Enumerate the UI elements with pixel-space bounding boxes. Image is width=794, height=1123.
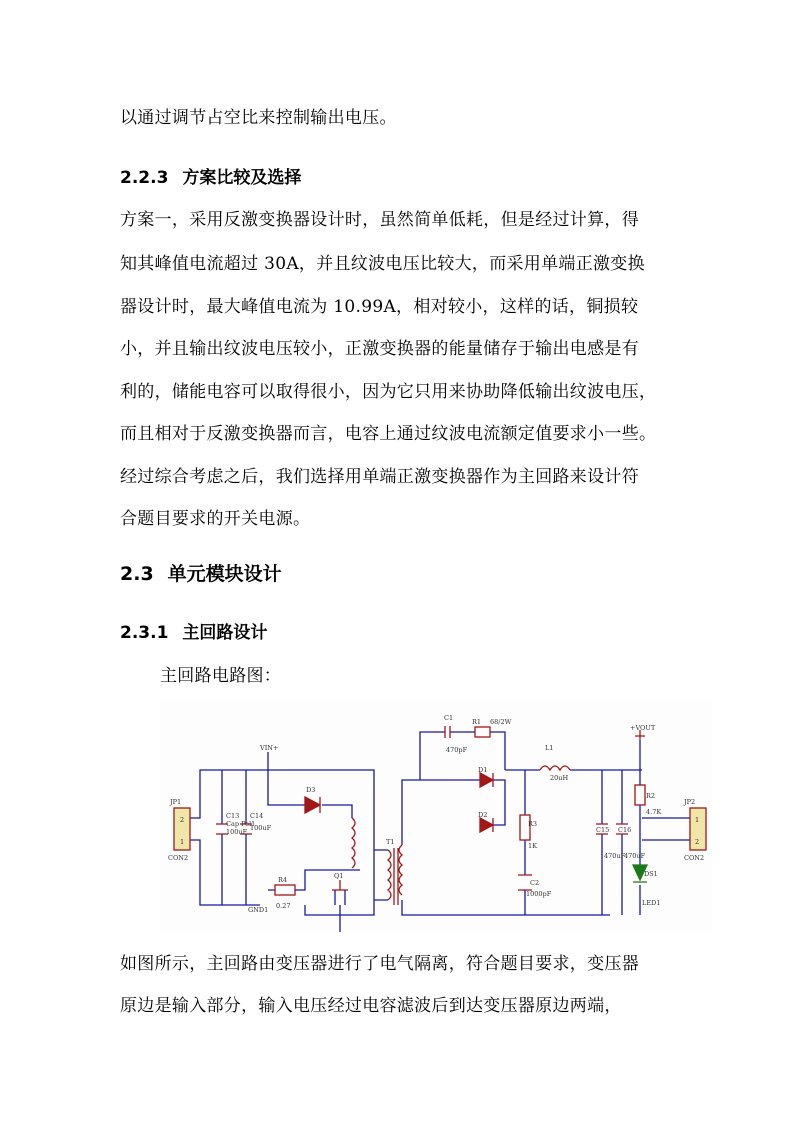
label-d2: D2 [478,811,488,819]
label-c16: C16 [618,826,632,834]
label-pin1-right: 1 [695,816,700,824]
label-pin2-right: 2 [695,838,700,846]
paragraph-line: 利的，储能电容可以取得很小，因为它只用来协助降低输出纹波电压， [120,382,657,402]
paragraph-line: 经过综合考虑之后，我们选择用单端正激变换器作为主回路来设计符 [120,467,639,487]
label-pin1: 1 [180,838,185,846]
heading-2-2-3 [120,163,301,188]
label-gnd: GND1 [248,906,269,914]
label-con2-right: CON2 [684,854,705,862]
heading-number: 2.2.3 [120,168,169,188]
label-r4: R4 [278,876,288,884]
label-jp2: JP2 [684,798,696,806]
paragraph-line: 原边是输入部分，输入电压经过电容滤波后到达变压器原边两端， [120,996,622,1016]
label-c13-val: 100uF [226,828,248,836]
label-r4-val: 0.27 [276,902,291,910]
label-d1: D1 [478,766,488,774]
heading-2-3 [120,559,282,586]
label-q1: Q1 [334,872,344,880]
heading-2-3-1 [120,618,267,643]
circuit-diagram [160,700,712,932]
heading-number: 2.3.1 [120,623,169,643]
label-c2: C2 [530,879,540,887]
label-con2-left: CON2 [168,854,189,862]
paragraph-line: 器设计时，最大峰值电流为 10.99A，相对较小，这样的话，铜损较 [120,297,639,317]
label-c13: C13 [226,812,240,820]
label-vin: VIN+ [260,744,279,752]
label-c1-val: 470pF [446,746,468,754]
heading-text: 主回路设计 [182,623,268,643]
paragraph-line: 而且相对于反激变换器而言，电容上通过纹波电流额定值要求小一些。 [120,424,657,444]
figure-caption: 主回路电路图： [160,666,282,686]
label-vout: +VOUT [630,724,656,732]
label-r1: R1 [472,718,482,726]
label-ds1: DS1 [644,870,658,878]
label-r2: R2 [646,792,656,800]
label-pin2: 2 [180,816,185,824]
label-c14: C14 [250,812,264,820]
heading-text: 单元模块设计 [167,563,282,585]
paragraph-line: 如图所示，主回路由变压器进行了电气隔离，符合题目要求，变压器 [120,954,639,974]
label-r3: R3 [528,820,538,828]
label-d3: D3 [306,786,316,794]
label-t1: T1 [386,838,395,846]
label-c15: C15 [596,826,610,834]
label-led: LED1 [642,899,661,907]
heading-text: 方案比较及选择 [182,168,302,188]
label-c2-val: 1000pF [526,890,552,898]
paragraph-line: 知其峰值电流超过 30A，并且纹波电压比较大，而采用单端正激变换 [120,254,645,274]
label-r2-val: 4.7K [646,808,662,816]
line-top: 以通过调节占空比来控制输出电压。 [120,108,397,128]
label-cap-pol1: Cap Pol1 [226,820,256,828]
paragraph-line: 小，并且输出纹波电压较小，正激变换器的能量储存于输出电感是有 [120,339,639,359]
heading-number: 2.3 [120,563,154,585]
label-c14-val: 100uF [250,824,272,832]
label-r1-val: 68/2W [490,718,512,726]
label-c15-val: 470uF [604,852,626,860]
label-c1: C1 [444,714,454,722]
label-l1-val: 20uH [550,774,569,782]
label-r3-val: 1K [528,842,537,850]
label-jp1: JP1 [170,798,182,806]
paragraph-line: 方案一，采用反激变换器设计时，虽然简单低耗，但是经过计算，得 [120,210,639,230]
paragraph-line: 合题目要求的开关电源。 [120,509,311,529]
label-c16-val: 470uF [624,852,646,860]
label-l1: L1 [545,744,554,752]
